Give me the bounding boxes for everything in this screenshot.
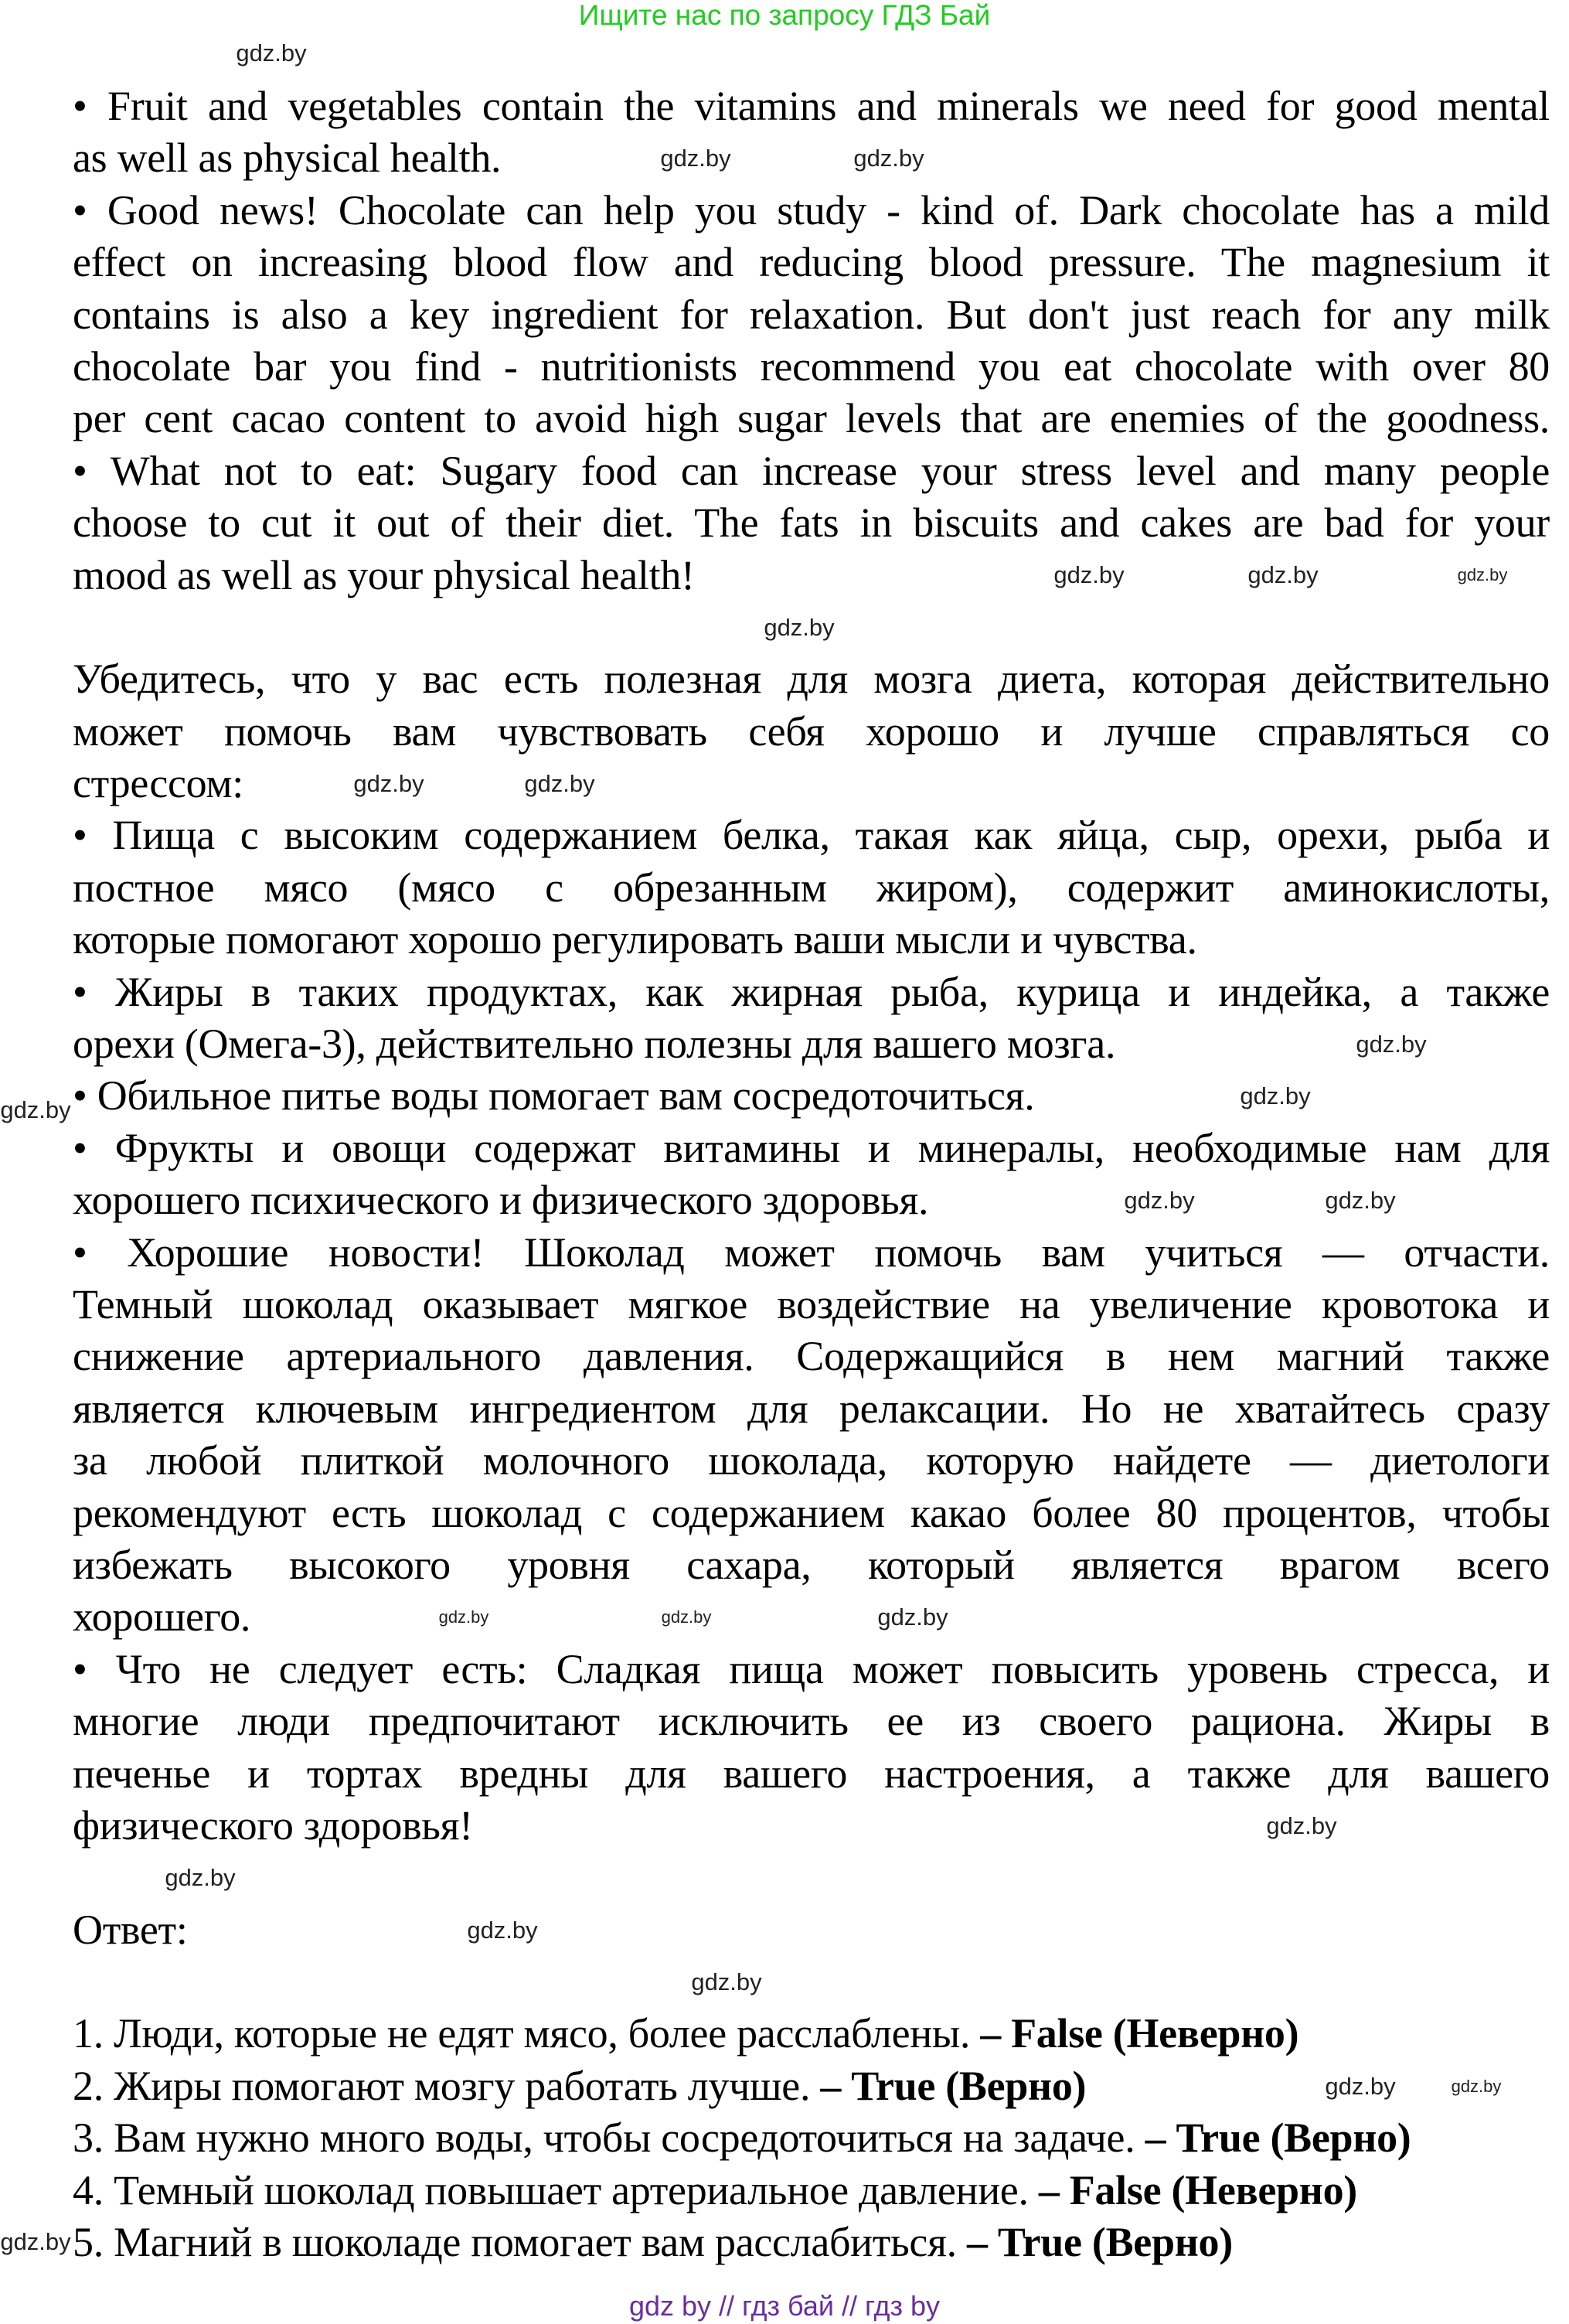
watermark: gdz.by bbox=[1451, 2077, 1502, 2096]
answer-statement: 4. Темный шоколад повышает артериальное давление. bbox=[73, 2166, 1039, 2213]
answer-verdict: – True (Верно) bbox=[1145, 2114, 1411, 2162]
paragraph-line: может помочь вам чувствовать себя хорошо и лучше справляться со bbox=[73, 707, 1550, 755]
paragraph-line: хорошего психического и физического здоровья. bbox=[73, 1177, 929, 1224]
watermark: gdz.by bbox=[661, 1607, 712, 1627]
watermark: gdz.by bbox=[1053, 561, 1125, 588]
answer-verdict: – True (Верно) bbox=[967, 2219, 1233, 2266]
paragraph-line: effect on increasing blood flow and reducing blood pressure. The magnesium it bbox=[73, 239, 1550, 286]
paragraph-line: • Fruit and vegetables contain the vitamins and minerals we need for good mental bbox=[73, 83, 1550, 129]
paragraph-line: • Пища с высоким содержанием белка, такая как яйца, сыр, орехи, рыба и bbox=[73, 812, 1550, 859]
search-banner: Ищите нас по запросу ГДЗ Бай bbox=[578, 0, 991, 31]
answer-statement: 1. Люди, которые не едят мясо, более расслаблены. bbox=[73, 2010, 981, 2057]
watermark: gdz.by bbox=[0, 1096, 71, 1123]
watermark: gdz.by bbox=[1247, 561, 1319, 588]
paragraph-line: choose to cut it out of their diet. The fats in biscuits and cakes are bad for your bbox=[73, 499, 1550, 547]
paragraph-line: • Хорошие новости! Шоколад может помочь вам учиться — отчасти. bbox=[73, 1228, 1550, 1276]
paragraph-line: mood as well as your physical health! bbox=[73, 551, 695, 598]
watermark: gdz.by bbox=[0, 2228, 71, 2255]
paragraph-line: chocolate bar you find - nutritionists recommend you eat chocolate with over 80 bbox=[73, 342, 1550, 390]
answer-statement: 2. Жиры помогают мозгу работать лучше. bbox=[73, 2062, 821, 2109]
watermark: gdz.by bbox=[691, 1968, 762, 1995]
watermark: gdz.by bbox=[165, 1864, 236, 1891]
watermark: gdz.by bbox=[1240, 1082, 1311, 1109]
answer-label: Ответ: bbox=[73, 1906, 188, 1953]
paragraph-line: стрессом: bbox=[73, 760, 243, 807]
watermark: gdz.by bbox=[1325, 2073, 1396, 2100]
watermark: gdz.by bbox=[467, 1917, 538, 1944]
answer-statement: 5. Магний в шоколаде помогает вам расслабиться. bbox=[73, 2219, 968, 2266]
paragraph-line: Убедитесь, что у вас есть полезная для мозга диета, которая действительно bbox=[73, 656, 1550, 703]
paragraph-line: per cent cacao content to avoid high sugar levels that are enemies of the goodness. bbox=[73, 395, 1550, 442]
paragraph-line: физического здоровья! bbox=[73, 1801, 473, 1849]
paragraph-line: • Фрукты и овощи содержат витамины и минералы, необходимые нам для bbox=[73, 1124, 1550, 1171]
footer-links[interactable]: gdz by // гдз бай // гдз by bbox=[628, 2290, 941, 2322]
watermark: gdz.by bbox=[1325, 1187, 1396, 1214]
paragraph-line: • Good news! Chocolate can help you study - kind of. Dark chocolate has a mild bbox=[73, 186, 1550, 233]
watermark: gdz.by bbox=[1124, 1187, 1195, 1214]
watermark: gdz.by bbox=[236, 39, 307, 66]
paragraph-line: рекомендуют есть шоколад с содержанием какао более 80 процентов, чтобы bbox=[73, 1489, 1550, 1536]
watermark: gdz.by bbox=[660, 145, 731, 172]
paragraph-line: as well as physical health. bbox=[73, 135, 502, 182]
answer-verdict: – True (Верно) bbox=[820, 2062, 1087, 2109]
paragraph-line: • What not to eat: Sugary food can increase your stress level and many people bbox=[73, 447, 1550, 494]
watermark: gdz.by bbox=[353, 770, 424, 797]
paragraph-line: • Что не следует есть: Сладкая пища может повысить уровень стресса, и bbox=[73, 1645, 1550, 1692]
paragraph-line: которые помогают хорошо регулировать ваши мысли и чувства. bbox=[73, 916, 1197, 963]
paragraph-line: • Жиры в таких продуктах, как жирная рыба, курица и индейка, а также bbox=[73, 968, 1550, 1015]
answer-item bbox=[73, 2217, 1550, 2268]
answer-item bbox=[73, 2112, 1550, 2164]
answer-item bbox=[73, 2165, 1550, 2217]
paragraph-line: постное мясо (мясо с обрезанным жиром), содержит аминокислоты, bbox=[73, 864, 1550, 911]
answer-verdict: – False (Неверно) bbox=[1038, 2166, 1357, 2213]
paragraph-line: печенье и тортах вредны для вашего настроения, а также для вашего bbox=[73, 1750, 1550, 1797]
answer-verdict: – False (Неверно) bbox=[980, 2010, 1299, 2057]
watermark: gdz.by bbox=[438, 1607, 489, 1627]
watermark: gdz.by bbox=[1356, 1031, 1427, 1058]
watermark: gdz.by bbox=[1266, 1812, 1337, 1839]
blank-line bbox=[73, 1852, 1550, 1903]
answer-item bbox=[73, 2008, 1550, 2060]
answer-statement: 3. Вам нужно много воды, чтобы сосредоточиться на задаче. bbox=[73, 2114, 1145, 2162]
document-body bbox=[73, 80, 1550, 2268]
paragraph-line: орехи (Омега-3), действительно полезны для вашего мозга. bbox=[73, 1021, 1116, 1068]
blank-line bbox=[73, 1956, 1550, 2008]
paragraph-line: многие люди предпочитают исключить ее из своего рациона. Жиры в bbox=[73, 1698, 1550, 1745]
watermark: gdz.by bbox=[764, 614, 835, 641]
paragraph-line: contains is also a key ingredient for relaxation. But don't just reach for any milk bbox=[73, 291, 1550, 338]
paragraph-line: избежать высокого уровня сахара, который является врагом всего bbox=[73, 1541, 1550, 1588]
paragraph-line: • Обильное питье воды помогает вам сосредоточиться. bbox=[73, 1072, 1035, 1119]
paragraph-line: Темный шоколад оказывает мягкое воздействие на увеличение кровотока и bbox=[73, 1280, 1550, 1327]
watermark: gdz.by bbox=[524, 770, 595, 797]
paragraph-line: снижение артериального давления. Содержащийся в нем магний также bbox=[73, 1333, 1550, 1380]
watermark: gdz.by bbox=[1457, 565, 1508, 584]
paragraph-line: является ключевым ингредиентом для релаксации. Но не хватайтесь сразу bbox=[73, 1385, 1550, 1432]
paragraph-line: хорошего. bbox=[73, 1593, 251, 1641]
watermark: gdz.by bbox=[877, 1603, 948, 1631]
watermark: gdz.by bbox=[853, 145, 924, 172]
paragraph-line: за любой плиткой молочного шоколада, которую найдете — диетологи bbox=[73, 1437, 1550, 1484]
